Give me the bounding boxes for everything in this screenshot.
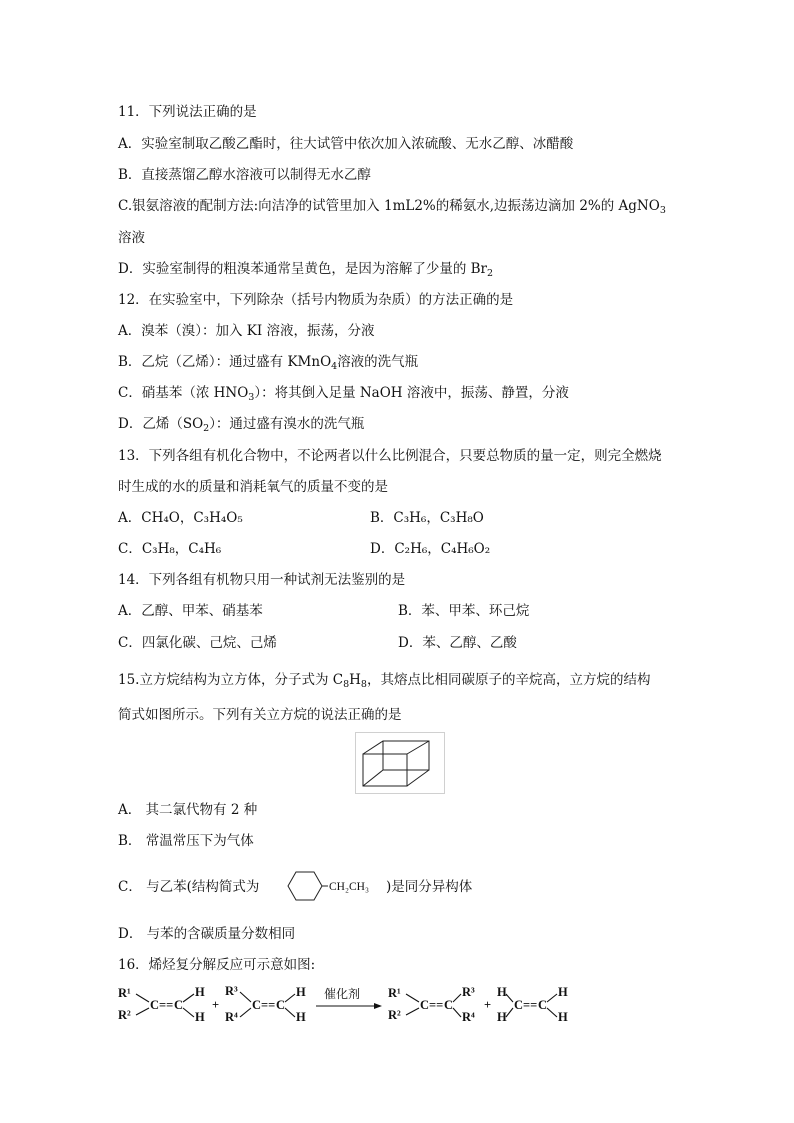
- m2-h2: H: [296, 1010, 306, 1024]
- p1-c2: C: [444, 998, 454, 1012]
- q15-option-a: A． 其二氯代物有 2 种: [118, 802, 258, 818]
- r4-label: R⁴: [225, 1010, 238, 1024]
- q11-option-d: [118, 259, 493, 284]
- m2-c2: C: [276, 998, 286, 1012]
- p2-eq: ==: [523, 998, 538, 1012]
- r1-label: R¹: [118, 986, 131, 1000]
- q13-option-a: A．CH₄O，C₃H₄O₅: [118, 510, 243, 526]
- q13-stem-line2: 时生成的水的质量和消耗氧气的质量不变的是: [118, 479, 388, 495]
- m1-c2: C: [174, 998, 184, 1012]
- q12-option-c-sub: 3: [248, 392, 255, 403]
- q12-option-d-sub: 2: [203, 423, 210, 434]
- p1-c1: C: [420, 998, 430, 1012]
- q13-stem-line1: 13．下列各组有机化合物中，不论两者以什么比例混合，只要总物质的量一定，则完全燃烧: [118, 448, 662, 464]
- q14-option-b: B．苯、甲苯、环己烷: [398, 603, 530, 619]
- r3-label: R³: [225, 984, 238, 998]
- p2-h3: H: [558, 985, 568, 999]
- q13-option-c: C．C₃H₈，C₄H₆: [118, 541, 222, 557]
- p2-h2: H: [497, 1010, 507, 1024]
- q11-option-c-sub: 3: [659, 205, 666, 216]
- q15-stem-pre: 15.立方烷结构为立方体，分子式为 C: [118, 672, 344, 688]
- q11-option-a: A．实验室制取乙酸乙酯时，往大试管中依次加入浓硫酸、无水乙醇、冰醋酸: [118, 136, 574, 152]
- benzene-ring-icon: [288, 872, 322, 900]
- q15-option-c-post: )是同分异构体: [386, 879, 473, 895]
- q11-option-d-text: D．实验室制得的粗溴苯通常呈黄色，是因为溶解了少量的 Br: [118, 261, 487, 277]
- q15-option-d: D． 与苯的含碳质量分数相同: [118, 926, 296, 942]
- m2-h1: H: [296, 985, 306, 999]
- q11-option-c-text: C.银氨溶液的配制方法:向洁净的试管里加入 1mL2%的稀氨水,边振荡边滴加 2%的 AgNO: [118, 198, 660, 214]
- olefin-metathesis-equation: [116, 980, 586, 1030]
- q15-stem-sub2: 8: [360, 679, 367, 690]
- q11-option-c: [118, 196, 666, 221]
- q15-stem-h: H: [349, 672, 361, 688]
- p1-eq: ==: [429, 998, 444, 1012]
- q13-option-b: B．C₃H₆，C₃H₈O: [370, 510, 484, 526]
- m1-h2: H: [195, 1010, 205, 1024]
- p1-r3-label: R³: [462, 985, 475, 999]
- cubane-structure-figure: [355, 732, 445, 794]
- q15-stem-line1: [118, 670, 650, 695]
- plus-2: +: [484, 998, 492, 1012]
- q15-stem-post: ，其熔点比相同碳原子的辛烷高，立方烷的结构: [366, 672, 651, 688]
- m1-h1: H: [195, 985, 205, 999]
- q12-option-c: [118, 383, 569, 408]
- q12-option-b-sub: 4: [331, 361, 338, 372]
- q14-option-c: C．四氯化碳、己烷、己烯: [118, 635, 277, 651]
- p2-h4: H: [558, 1010, 568, 1024]
- q12-option-c-pre: C．硝基苯（浓 HNO: [118, 385, 249, 401]
- q16-stem: 16．烯烃复分解反应可示意如图:: [118, 957, 316, 973]
- m1-c1: C: [150, 998, 160, 1012]
- q12-stem: 12．在实验室中，下列除杂（括号内物质为杂质）的方法正确的是: [118, 292, 514, 308]
- q12-option-b-pre: B．乙烷（乙烯）：通过盛有 KMnO: [118, 354, 332, 370]
- p2-c1: C: [514, 998, 524, 1012]
- q11-option-b: B．直接蒸馏乙醇水溶液可以制得无水乙醇: [118, 167, 371, 183]
- p1-r4-label: R⁴: [462, 1010, 475, 1024]
- q14-stem: 14．下列各组有机物只用一种试剂无法鉴别的是: [118, 572, 406, 588]
- q14-option-a: A．乙醇、甲苯、硝基苯: [118, 603, 263, 619]
- m2-eq: ==: [261, 998, 276, 1012]
- q12-option-d-post: ）：通过盛有溴水的洗气瓶: [209, 416, 365, 432]
- q15-option-c: C． 与乙苯(结构简式为: [118, 879, 260, 895]
- q11-stem: 11．下列说法正确的是: [118, 104, 257, 120]
- m1-eq: ==: [159, 998, 174, 1012]
- q13-option-d: D．C₂H₆，C₄H₆O₂: [370, 541, 491, 557]
- q12-option-b: [118, 352, 418, 377]
- q11-option-c-cont: 溶液: [118, 230, 145, 246]
- ethyl-group-label: CH₂CH₃: [329, 881, 369, 893]
- p1-r1-label: R¹: [388, 986, 401, 1000]
- q15-stem-sub1: 8: [343, 679, 350, 690]
- q12-option-a: A．溴苯（溴）：加入 KI 溶液，振荡，分液: [118, 323, 375, 339]
- catalyst-label: 催化剂: [324, 987, 361, 1001]
- q15-stem-line2: 简式如图所示。下列有关立方烷的说法正确的是: [118, 707, 402, 723]
- q12-option-b-post: 溶液的洗气瓶: [337, 354, 419, 370]
- m2-c1: C: [252, 998, 262, 1012]
- q12-option-d-pre: D．乙烯（SO: [118, 416, 204, 432]
- p2-c2: C: [538, 998, 548, 1012]
- q14-option-d: D．苯、乙醇、乙酸: [398, 635, 517, 651]
- plus-1: +: [212, 998, 220, 1012]
- q12-option-c-post: ）：将其倒入足量 NaOH 溶液中，振荡、静置，分液: [254, 385, 569, 401]
- p1-r2-label: R²: [388, 1008, 401, 1022]
- q11-option-d-sub: 2: [487, 268, 494, 279]
- q12-option-d: [118, 414, 364, 439]
- r2-label: R²: [118, 1008, 131, 1022]
- ethylbenzene-structure: [276, 866, 384, 906]
- q15-option-b: B． 常温常压下为气体: [118, 833, 254, 849]
- p2-h1: H: [497, 985, 507, 999]
